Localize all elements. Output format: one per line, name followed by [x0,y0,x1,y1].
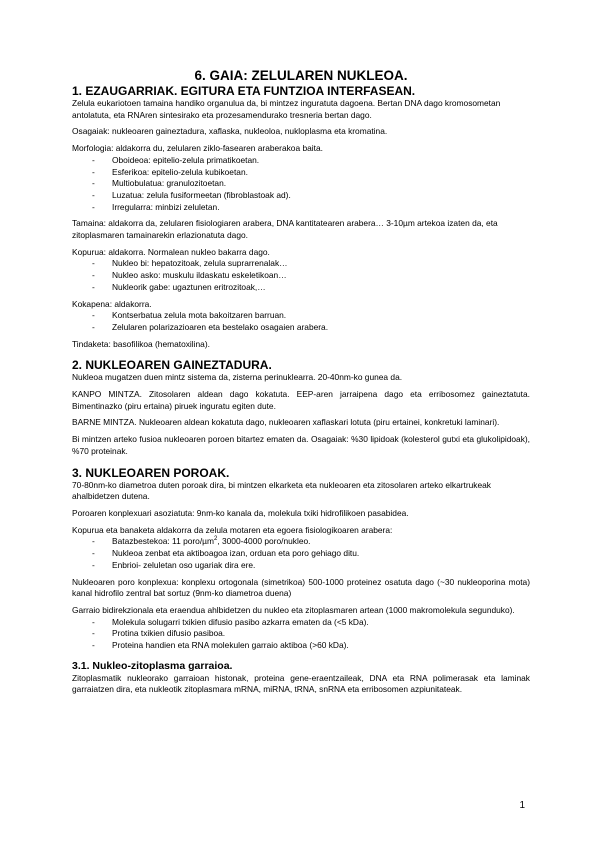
s1-tindaketa: Tindaketa: basofilikoa (hematoxilina). [72,338,210,349]
list-item: - Nukleorik gabe: ugaztunen eritrozitoak,… [92,282,530,294]
list-item: - Esferikoa: epitelio-zelula kubikoetan. [92,167,530,179]
s3-intro: 70-80nm-ko diametroa duten poroak dira, bi mintzen elkarketa eta nukleoaren eta zitosolaren arteko elkartrukeak ahalbidetzen dutena. [72,479,491,502]
list-item-tail: , 3000-4000 poro/nukleo. [217,536,311,547]
s31-text: Zitoplasmatik nukleorako garraioan histonak, proteina gene-eraentzaileak, DNA eta RNA polimerasak eta laminak garraiatzen dira, eta nukleotik zitoplasmara mRNA, miRNA, tRNA, snRNA eta erribosomen azpiunitateak. [72,672,530,695]
list-item-text: Batazbestekoa: 11 poro/µm [112,536,214,547]
section-1-heading: 1. EZAUGARRIAK. EGITURA ETA FUNTZIOA INTERFASEAN. [72,84,416,98]
s1-kopurua: Kopurua: aldakorra. Normalean nukleo bakarra dago. [72,246,270,257]
document-page [72,68,530,696]
s1-kokapena: Kokapena: aldakorra. [72,298,152,309]
s1-tamaina: Tamaina: aldakorra da, zelularen fisiologiaren arabera, DNA kantitatearen arabera… 3-10µm artekoa izaten da, eta zitoplasmaren tamainarekin erlazionatuta dago. [72,218,498,241]
section-3-heading: 3. NUKLEOAREN POROAK. [72,465,230,480]
list-item: - Nukleo bi: hepatozitoak, zelula suprarrenalak… [92,258,530,270]
kokapena-list [72,310,530,333]
s3-poro-konplexua: Nukleoaren poro konplexua: konplexu ortogonala (simetrikoa) 500-1000 proteinez osatuta dago (~30 nukleoporina mota) kanal hidrofilo zentral bat sortuz (9nm-ko diametroa duena) [72,576,530,599]
list-item: - Oboideoa: epitelio-zelula primatikoetan. [92,155,530,167]
list-item: - Luzatua: zelula fusiformeetan (fibroblastoak ad). [92,190,530,202]
list-item: - Irregularra: minbizi zeluletan. [92,202,530,214]
s2-fusioa: Bi mintzen arteko fusioa nukleoaren poroen bitartez ematen da. Osagaiak: %30 lipidoak (kolesterol gutxi eta glukolipidoak), %70 proteinak. [72,434,530,456]
poro-kopurua-list [72,536,530,571]
page-title: 6. GAIA: ZELULAREN NUKLEOA. [194,68,408,83]
page-number: 1 [519,800,525,811]
list-item: - Nukleo asko: muskulu ildaskatu eskeletikoan… [92,270,530,282]
list-item: - Protina txikien difusio pasiboa. [92,628,530,640]
list-item: - Proteina handien eta RNA molekulen garraio aktiboa (>60 kDa). [92,640,530,652]
s3-kopurua: Kopurua eta banaketa aldakorra da zelula motaren eta egoera fisiologikoaren arabera: [72,524,393,535]
s1-morfologia: Morfologia: aldakorra du, zelularen ziklo-fasearen araberakoa baita. [72,143,323,154]
list-item: - Enbrioi- zeluletan oso ugariak dira ere. [92,560,530,572]
list-item [92,536,530,548]
s1-osagaiak: Osagaiak: nukleoaren gaineztadura, xaflaska, nukleoloa, nukloplasma eta kromatina. [72,126,388,137]
s2-kanpo: KANPO MINTZA. Zitosolaren aldean dago kokatuta. EEP-aren jarraipena dago eta erribosomez gaineztatuta. Bimentinazko (piru ertaina) piruek inguratu egiten dute. [72,389,530,411]
s3-konplexua: Poroaren konplexuari asoziatuta: 9nm-ko kanala da, molekula txiki hidrofilikoen pasabidea. [72,507,409,518]
s1-intro: Zelula eukariotoen tamaina handiko organulua da, bi mintzez inguratuta dagoena. Bertan DNA dago kromosometan antolatuta, eta RNAren sintesirako eta prozesamendurako tresneria bertan dago. [72,98,501,120]
list-item: - Zelularen polarizazioaren eta bestelako osagaien arabera. [92,322,530,334]
s2-barne: BARNE MINTZA. Nukleoaren aldean kokatuta dago, nukleoaren xaflaskari lotuta (piru ertainei, konkretuki laminari). [72,417,500,428]
section-2-heading: 2. NUKLEOAREN GAINEZTADURA. [72,358,272,373]
list-item: - Kontserbatua zelula mota bakoitzaren barruan. [92,310,530,322]
list-item: - Multiobulatua: granulozitoetan. [92,178,530,190]
list-item: - Molekula solugarri txikien difusio pasibo azkarra ematen da (<5 kDa). [92,617,530,629]
section-3-1-heading: 3.1. Nukleo-zitoplasma garraioa. [72,659,233,672]
morfologia-list [72,155,530,214]
list-item: - Nukleoa zenbat eta aktiboagoa izan, orduan eta poro gehiago ditu. [92,548,530,560]
garraio-list [72,617,530,652]
kopurua-list [72,258,530,293]
s2-intro: Nukleoa mugatzen duen mintz sistema da, zisterna perinuklearra. 20-40nm-ko gunea da. [72,372,403,383]
s3-garraio: Garraio bidirekzionala eta eraendua ahlbidetzen du nukleo eta zitoplasmaren artean (1000 makromolekula segunduko). [72,604,515,615]
superscript: 2 [213,536,218,543]
